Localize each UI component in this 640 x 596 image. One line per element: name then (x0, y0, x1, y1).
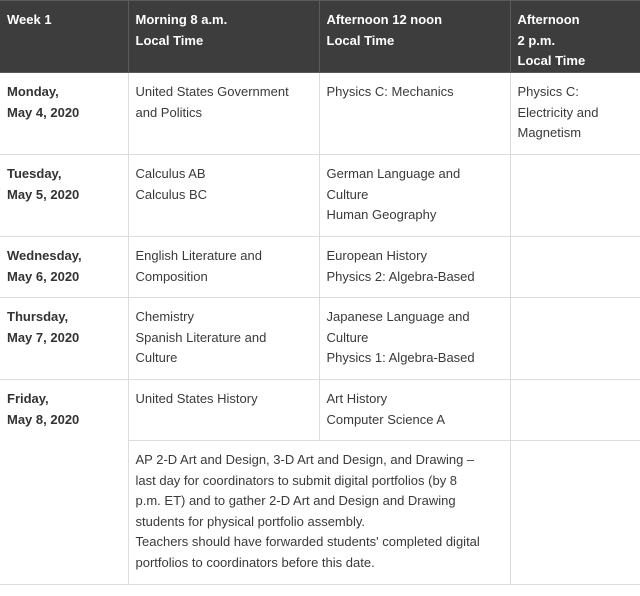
afternoon-2pm-cell (510, 155, 640, 237)
afternoon-2pm-cell (510, 441, 640, 585)
header-noon: Afternoon 12 noon Local Time (319, 1, 510, 73)
morning-cell: United States Government and Politics (128, 73, 319, 155)
table-row (0, 298, 640, 380)
day-cell: Monday, May 4, 2020 (0, 73, 128, 155)
afternoon-2pm-cell (510, 298, 640, 380)
header-afternoon-2pm: Afternoon 2 p.m. Local Time (510, 1, 640, 73)
table-row (0, 155, 640, 237)
day-cell: Wednesday, May 6, 2020 (0, 237, 128, 298)
header-week: Week 1 (0, 1, 128, 73)
header-row (0, 1, 640, 73)
afternoon-2pm-cell (510, 380, 640, 441)
header-morning: Morning 8 a.m. Local Time (128, 1, 319, 73)
table-row (0, 73, 640, 155)
afternoon-2pm-cell (510, 237, 640, 298)
day-cell: Thursday, May 7, 2020 (0, 298, 128, 380)
table-row (0, 380, 640, 441)
noon-cell: Japanese Language and Culture Physics 1: Algebra-Based (319, 298, 510, 380)
noon-cell: Physics C: Mechanics (319, 73, 510, 155)
noon-cell: European History Physics 2: Algebra-Based (319, 237, 510, 298)
morning-cell: English Literature and Composition (128, 237, 319, 298)
day-cell: Friday, May 8, 2020 (0, 380, 128, 585)
portfolio-note-cell: AP 2-D Art and Design, 3-D Art and Design, and Drawing – last day for coordinators to submit digital portfolios (by 8 p.m. ET) and to gather 2-D Art and Design and Drawing students for physical portfolio assembly. Teachers should have forwarded students' completed digital portfolios to coordinators before this date. (128, 441, 510, 585)
noon-cell: Art History Computer Science A (319, 380, 510, 441)
morning-cell: Calculus AB Calculus BC (128, 155, 319, 237)
morning-cell: United States History (128, 380, 319, 441)
morning-cell: Chemistry Spanish Literature and Culture (128, 298, 319, 380)
noon-cell: German Language and Culture Human Geography (319, 155, 510, 237)
table-row (0, 237, 640, 298)
day-cell: Tuesday, May 5, 2020 (0, 155, 128, 237)
afternoon-2pm-cell: Physics C: Electricity and Magnetism (510, 73, 640, 155)
